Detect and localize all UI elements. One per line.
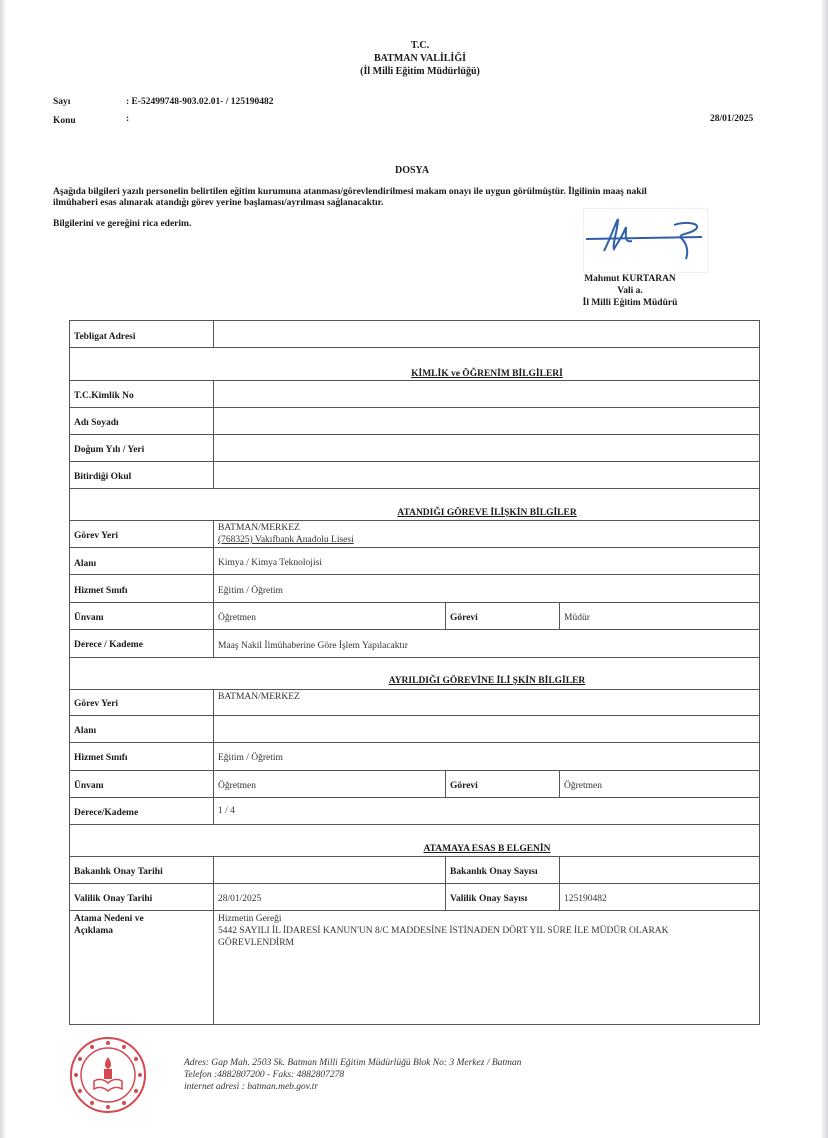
bakanlik-onay-sayisi-label: Bakanlık Onay Sayısı — [450, 867, 538, 877]
ayrilan-gorev-yeri-label: Görev Yeri — [74, 699, 119, 709]
meb-seal-icon — [68, 1035, 148, 1115]
footer-phone: Telefon :4882807200 - Faks: 4882807278 — [184, 1070, 345, 1080]
signature-scribble-icon — [584, 209, 707, 272]
signatory-name: Mahmut KURTARAN — [584, 274, 676, 284]
section-atamaya-esas-title: ATAMAYA ESAS B ELGENİN — [423, 844, 551, 854]
valilik-onay-tarihi-value: 28/01/2025 — [218, 894, 262, 904]
atanan-derece-label: Derece / Kademe — [74, 640, 143, 650]
section-atandigi-title: ATANDIĞI GÖREVE İLİŞKİN BİLGİLER — [397, 508, 577, 518]
signatory-role-mudur: İl Milli Eğitim Müdürü — [582, 298, 678, 308]
atanan-unvan-value: Öğretmen — [218, 613, 256, 623]
atanan-hizmet-label: Hizmet Sınıfı — [74, 586, 128, 596]
body-request: Bilgilerini ve gereğini rica ederim. — [53, 219, 192, 229]
valilik-onay-sayisi-label: Valilik Onay Sayısı — [450, 894, 528, 904]
valilik-onay-tarihi-label: Valilik Onay Tarihi — [74, 894, 153, 904]
atanan-gorev-yeri-line2: (768325) Vakıfbank Anadolu Lisesi — [218, 535, 354, 545]
tebligat-label: Tebligat Adresi — [74, 332, 136, 342]
ayrilan-gorevi-label: Görevi — [450, 781, 478, 791]
atanan-gorevi-value: Müdür — [564, 613, 590, 623]
tc-label: T.C.Kimlik No — [74, 391, 134, 401]
sayi-value: : E-52499748-903.02.01- / 125190482 — [126, 97, 274, 107]
header-mudurluk: (İl Milli Eğitim Müdürlüğü) — [360, 66, 480, 77]
atanan-unvan-label: Ünvanı — [74, 613, 104, 623]
valilik-onay-sayisi-value: 125190482 — [564, 894, 607, 904]
body-paragraph-line1: Aşağıda bilgileri yazılı personelin belirtilen eğitim kurumuna atanması/görevlendirilmesi makam onayı ile uygun görülmüştür. İlgilinin maaş nakil — [53, 187, 647, 197]
ayrilan-gorevi-value: Öğretmen — [564, 781, 602, 791]
sayi-label: Sayı — [53, 97, 71, 107]
footer-address: Adres: Gap Mah. 2503 Sk. Batman Milli Eğitim Müdürlüğü Blok No: 3 Merkez / Batman — [184, 1058, 522, 1068]
ayrilan-alan-label: Alanı — [74, 726, 97, 736]
ad-soyad-label: Adı Soyadı — [74, 418, 119, 428]
atanan-alan-value: Kimya / Kimya Teknolojisi — [218, 558, 322, 568]
footer-contact — [184, 1057, 521, 1093]
ayrilan-unvan-label: Ünvanı — [74, 781, 104, 791]
atanan-alan-label: Alanı — [74, 559, 97, 569]
ayrilan-derece-label: Derece/Kademe — [74, 808, 139, 818]
header-tc: T.C. — [410, 40, 430, 51]
atama-nedeni-line3: GÖREVLENDİRM — [218, 938, 294, 948]
section-kimlik-title: KİMLİK ve ÖĞRENİM BİLGİLERİ — [411, 369, 563, 379]
atama-nedeni-line2: 5442 SAYILI İL İDARESİ KANUN'UN 8/C MADDESİNE İSTİNADEN DÖRT YIL SÜRE İLE MÜDÜR OLARAK — [218, 926, 669, 936]
page-edge-right — [822, 0, 828, 1138]
atama-nedeni-label-line1: Atama Nedeni ve — [74, 914, 144, 924]
atanan-hizmet-value: Eğitim / Öğretim — [218, 586, 283, 596]
bakanlik-onay-tarihi-label: Bakanlık Onay Tarihi — [74, 867, 163, 877]
atama-nedeni-label-line2: Açıklama — [74, 926, 114, 936]
document-date: 28/01/2025 — [710, 114, 754, 124]
header-valilik: BATMAN VALİLİĞİ — [374, 53, 466, 64]
ayrilan-unvan-value: Öğretmen — [218, 781, 256, 791]
document-title: DOSYA — [395, 165, 430, 176]
atanan-gorev-yeri-label: Görev Yeri — [74, 531, 119, 541]
ayrilan-gorev-yeri-line1: BATMAN/MERKEZ — [218, 692, 300, 702]
ayrilan-hizmet-value: Eğitim / Öğretim — [218, 753, 283, 763]
personnel-form-table — [69, 320, 760, 1025]
atanan-gorev-yeri-line1: BATMAN/MERKEZ — [218, 523, 300, 533]
konu-label: Konu — [53, 116, 76, 125]
atanan-gorevi-label: Görevi — [450, 613, 478, 623]
footer-web: internet adresi : batman.meb.gov.tr — [184, 1082, 319, 1092]
okul-label: Bitirdiği Okul — [74, 472, 132, 482]
section-ayrildigi-title: AYRILDIĞI GÖREVİNE İLİ ŞKİN BİLGİLER — [388, 676, 586, 686]
page-edge-left — [0, 0, 5, 1138]
signature-image — [583, 208, 708, 273]
ayrilan-hizmet-label: Hizmet Sınıfı — [74, 753, 128, 763]
body-paragraph-line2: ilmühaberi esas alınarak atandığı görev yerine başlaması/ayrılması sağlanacaktır. — [53, 198, 384, 208]
konu-value: : — [126, 114, 130, 123]
signatory-role-vali: Vali a. — [617, 286, 643, 296]
ayrilan-derece-value: 1 / 4 — [218, 806, 235, 816]
dogum-label: Doğum Yılı / Yeri — [74, 445, 145, 455]
atanan-derece-value: Maaş Nakil İlmühaberine Göre İşlem Yapılacaktır — [218, 641, 408, 651]
atama-nedeni-line1: Hizmetin Gereği — [218, 914, 282, 924]
